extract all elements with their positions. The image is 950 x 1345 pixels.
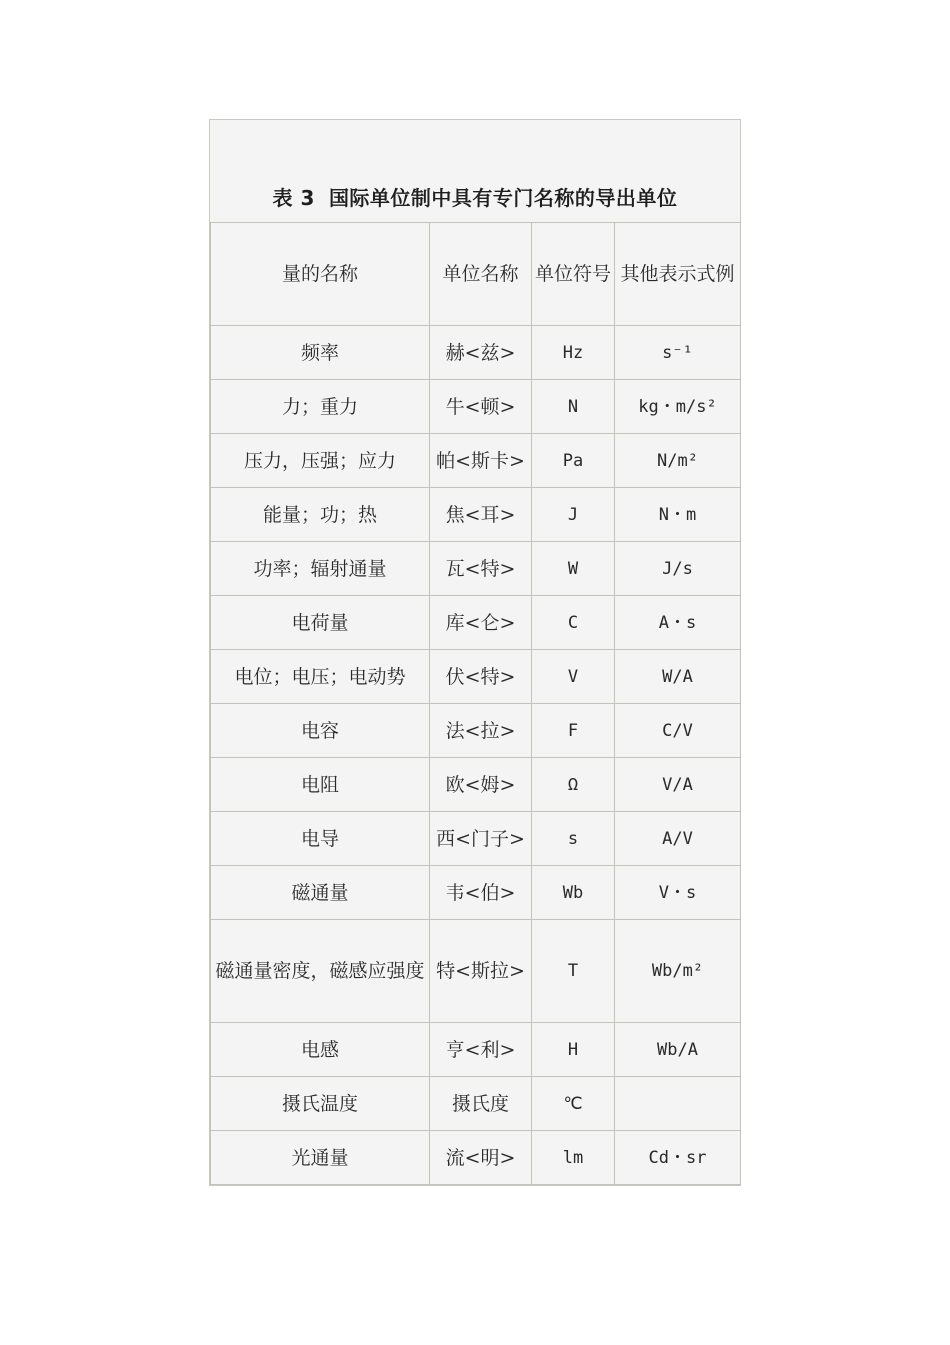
cell-unit-symbol: W	[532, 542, 615, 596]
table-row	[211, 596, 741, 650]
table-row	[211, 920, 741, 1023]
cell-other-expression: Cd・sr	[615, 1131, 741, 1185]
cell-quantity-name: 功率；辐射通量	[211, 542, 430, 596]
table-row	[211, 542, 741, 596]
header-quantity-name: 量的名称	[211, 223, 430, 326]
cell-quantity-name: 光通量	[211, 1131, 430, 1185]
table-row	[211, 1131, 741, 1185]
cell-unit-symbol: T	[532, 920, 615, 1023]
cell-quantity-name: 压力，压强；应力	[211, 434, 430, 488]
cell-quantity-name: 电导	[211, 812, 430, 866]
cell-unit-name: 特<斯拉>	[430, 920, 532, 1023]
cell-unit-name: 焦<耳>	[430, 488, 532, 542]
cell-unit-symbol: N	[532, 380, 615, 434]
table-row	[211, 866, 741, 920]
cell-other-expression: Wb/A	[615, 1023, 741, 1077]
cell-other-expression: J/s	[615, 542, 741, 596]
cell-other-expression: W/A	[615, 650, 741, 704]
derived-units-table-container	[209, 119, 741, 1186]
cell-quantity-name: 电阻	[211, 758, 430, 812]
cell-unit-name: 帕<斯卡>	[430, 434, 532, 488]
header-unit-symbol: 单位符号	[532, 223, 615, 326]
cell-other-expression: kg・m/s²	[615, 380, 741, 434]
cell-unit-symbol: Hz	[532, 326, 615, 380]
cell-other-expression: V・s	[615, 866, 741, 920]
table-body	[211, 326, 741, 1185]
cell-other-expression: V/A	[615, 758, 741, 812]
cell-other-expression: A・s	[615, 596, 741, 650]
table-row	[211, 1077, 741, 1131]
cell-quantity-name: 频率	[211, 326, 430, 380]
cell-quantity-name: 能量；功；热	[211, 488, 430, 542]
table-row	[211, 434, 741, 488]
table-row	[211, 758, 741, 812]
cell-unit-name: 亨<利>	[430, 1023, 532, 1077]
table-title: 国际单位制中具有专门名称的导出单位	[328, 186, 678, 210]
cell-unit-symbol: H	[532, 1023, 615, 1077]
cell-unit-symbol: lm	[532, 1131, 615, 1185]
cell-unit-symbol: s	[532, 812, 615, 866]
cell-unit-name: 瓦<特>	[430, 542, 532, 596]
cell-unit-name: 流<明>	[430, 1131, 532, 1185]
header-unit-name: 单位名称	[430, 223, 532, 326]
cell-quantity-name: 电位；电压；电动势	[211, 650, 430, 704]
table-row	[211, 812, 741, 866]
cell-other-expression: C/V	[615, 704, 741, 758]
table-caption	[210, 120, 740, 222]
cell-unit-symbol: F	[532, 704, 615, 758]
cell-unit-symbol: C	[532, 596, 615, 650]
cell-quantity-name: 电荷量	[211, 596, 430, 650]
cell-unit-name: 法<拉>	[430, 704, 532, 758]
cell-unit-name: 西<门子>	[430, 812, 532, 866]
cell-unit-name: 韦<伯>	[430, 866, 532, 920]
cell-other-expression: Wb/m²	[615, 920, 741, 1023]
cell-unit-name: 库<仑>	[430, 596, 532, 650]
cell-quantity-name: 磁通量	[211, 866, 430, 920]
table-row	[211, 1023, 741, 1077]
cell-other-expression: N/m²	[615, 434, 741, 488]
cell-unit-symbol: Ω	[532, 758, 615, 812]
table-row	[211, 704, 741, 758]
table-row	[211, 380, 741, 434]
cell-unit-symbol: ℃	[532, 1077, 615, 1131]
cell-unit-name: 摄氏度	[430, 1077, 532, 1131]
cell-quantity-name: 电容	[211, 704, 430, 758]
cell-unit-symbol: J	[532, 488, 615, 542]
cell-unit-name: 牛<顿>	[430, 380, 532, 434]
cell-quantity-name: 磁通量密度，磁感应强度	[211, 920, 430, 1023]
cell-unit-name: 赫<兹>	[430, 326, 532, 380]
cell-unit-symbol: V	[532, 650, 615, 704]
cell-quantity-name: 力；重力	[211, 380, 430, 434]
cell-other-expression: A/V	[615, 812, 741, 866]
cell-unit-name: 欧<姆>	[430, 758, 532, 812]
cell-quantity-name: 摄氏温度	[211, 1077, 430, 1131]
cell-unit-symbol: Pa	[532, 434, 615, 488]
table-header-row	[211, 223, 741, 326]
table-row	[211, 650, 741, 704]
header-other-expression: 其他表示式例	[615, 223, 741, 326]
cell-quantity-name: 电感	[211, 1023, 430, 1077]
cell-other-expression: N・m	[615, 488, 741, 542]
cell-unit-name: 伏<特>	[430, 650, 532, 704]
derived-units-table	[210, 222, 741, 1185]
cell-unit-symbol: Wb	[532, 866, 615, 920]
cell-other-expression: s⁻¹	[615, 326, 741, 380]
table-row	[211, 488, 741, 542]
cell-other-expression	[615, 1077, 741, 1131]
table-row	[211, 326, 741, 380]
table-number: 表 3	[272, 186, 315, 210]
